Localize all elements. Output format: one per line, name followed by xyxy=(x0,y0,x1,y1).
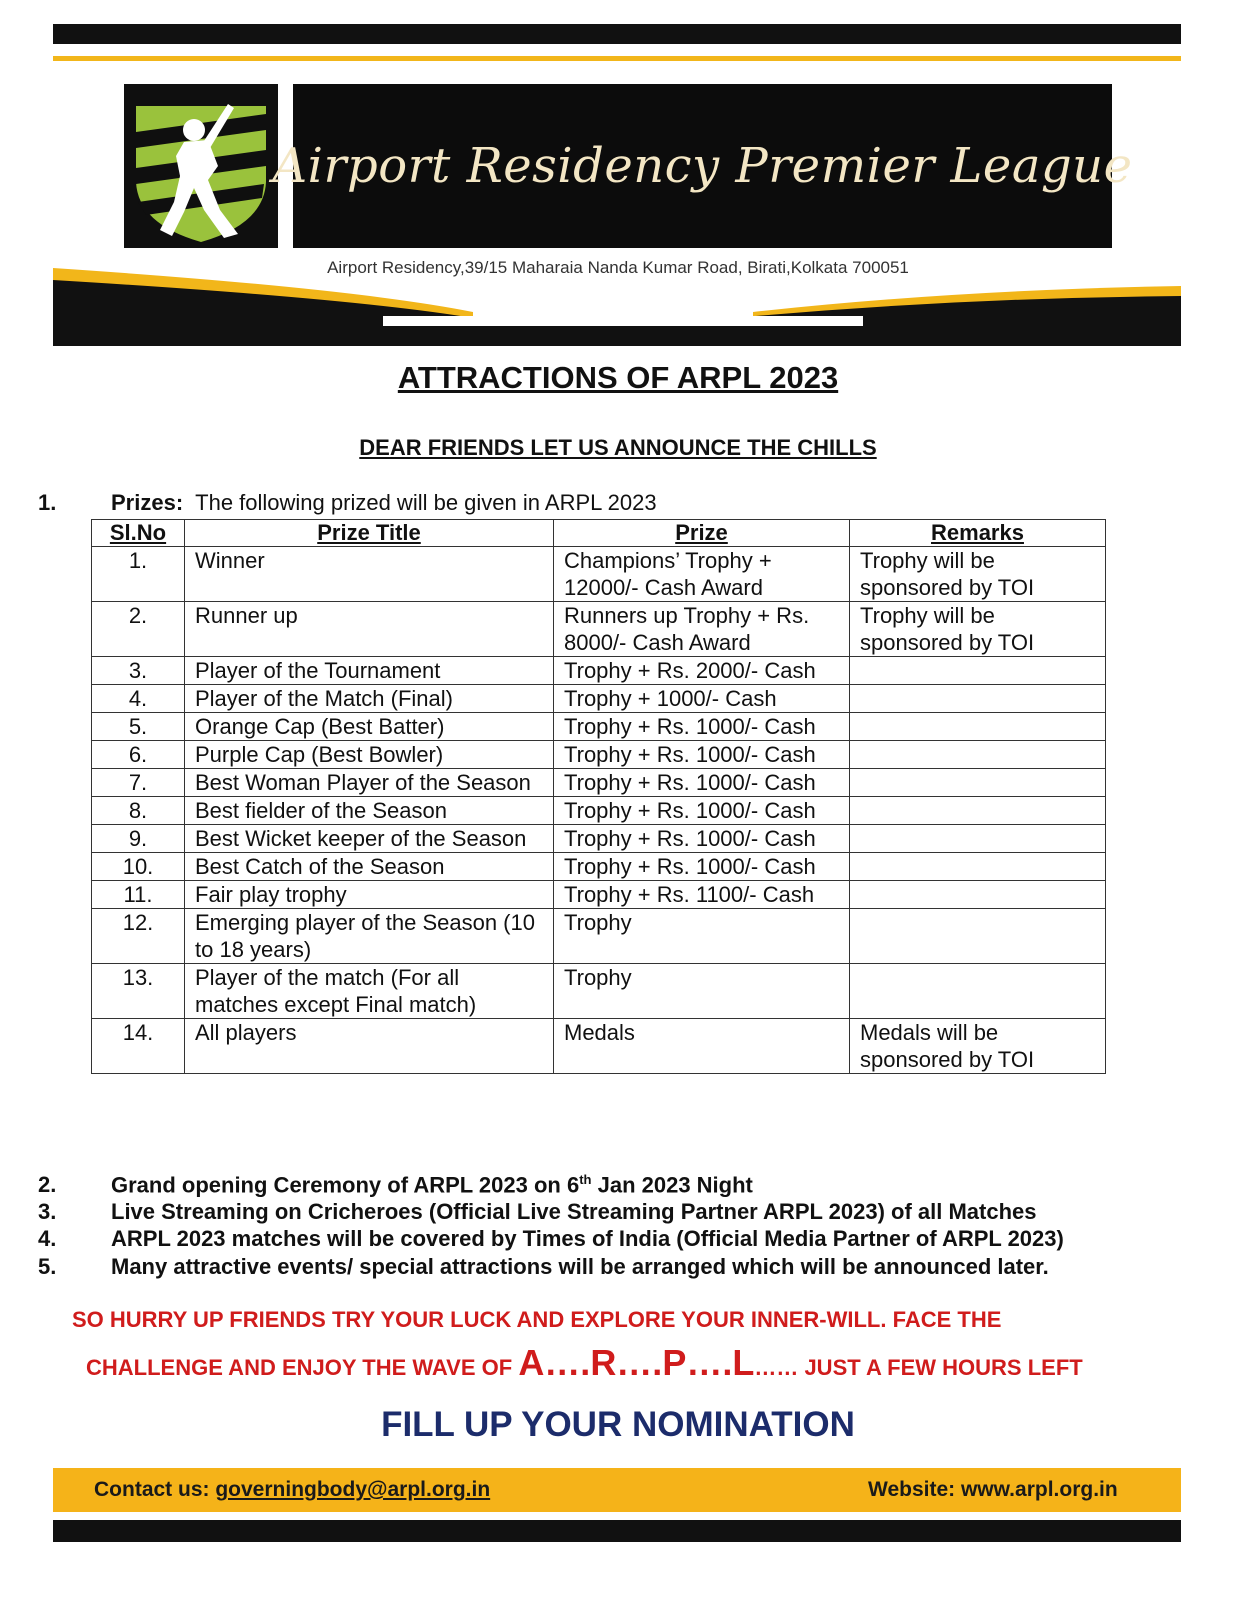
sl-cell: 10. xyxy=(92,853,185,881)
hurry-message-line2 xyxy=(86,1342,1083,1384)
prize-table xyxy=(91,519,1106,1074)
list-item-opening-ceremony xyxy=(111,1172,753,1198)
prize-cell: Trophy + Rs. 1000/- Cash xyxy=(554,713,850,741)
sl-cell: 12. xyxy=(92,909,185,964)
list-number: 3. xyxy=(38,1199,57,1224)
hurry-message-line1: SO HURRY UP FRIENDS TRY YOUR LUCK AND EXPLORE YOUR INNER-WILL. FACE THE xyxy=(72,1307,1002,1332)
list-number: 2. xyxy=(38,1172,57,1197)
prize-title-cell: All players xyxy=(185,1019,554,1074)
header-swoosh-decoration xyxy=(53,268,1181,346)
column-header-slno: Sl.No xyxy=(92,520,185,547)
remarks-cell xyxy=(850,797,1106,825)
prize-cell: Runners up Trophy + Rs. 8000/- Cash Award xyxy=(554,602,850,657)
table-row xyxy=(92,853,1106,881)
sl-cell: 8. xyxy=(92,797,185,825)
sl-cell: 3. xyxy=(92,657,185,685)
sl-cell: 2. xyxy=(92,602,185,657)
remarks-cell xyxy=(850,964,1106,1019)
prizes-intro xyxy=(111,490,657,516)
prize-cell: Trophy + Rs. 1000/- Cash xyxy=(554,741,850,769)
table-row xyxy=(92,964,1106,1019)
cricket-batsman-icon xyxy=(124,84,278,248)
remarks-cell: Trophy will be sponsored by TOI xyxy=(850,547,1106,602)
table-row xyxy=(92,602,1106,657)
table-row xyxy=(92,1019,1106,1074)
table-row xyxy=(92,685,1106,713)
table-row xyxy=(92,797,1106,825)
prize-title-cell: Best Wicket keeper of the Season xyxy=(185,825,554,853)
table-row xyxy=(92,825,1106,853)
table-row xyxy=(92,909,1106,964)
prize-cell: Medals xyxy=(554,1019,850,1074)
contact-info xyxy=(94,1478,490,1502)
prize-cell: Trophy + Rs. 1000/- Cash xyxy=(554,853,850,881)
list-item-live-streaming: Live Streaming on Cricheroes (Official Live Streaming Partner ARPL 2023) of all Matches xyxy=(111,1199,1037,1224)
prize-title-cell: Best Woman Player of the Season xyxy=(185,769,554,797)
header-black-bar xyxy=(53,24,1181,44)
sl-cell: 11. xyxy=(92,881,185,909)
prize-title-cell: Orange Cap (Best Batter) xyxy=(185,713,554,741)
prize-cell: Trophy + Rs. 1000/- Cash xyxy=(554,825,850,853)
sl-cell: 6. xyxy=(92,741,185,769)
sl-cell: 7. xyxy=(92,769,185,797)
prize-title-cell: Winner xyxy=(185,547,554,602)
remarks-cell xyxy=(850,713,1106,741)
sl-cell: 13. xyxy=(92,964,185,1019)
table-row xyxy=(92,713,1106,741)
sl-cell: 4. xyxy=(92,685,185,713)
remarks-cell xyxy=(850,685,1106,713)
remarks-cell xyxy=(850,909,1106,964)
page-subtitle: DEAR FRIENDS LET US ANNOUNCE THE CHILLS xyxy=(359,435,877,460)
table-header-row xyxy=(92,520,1106,547)
prize-cell: Trophy + Rs. 1000/- Cash xyxy=(554,797,850,825)
website-info: Website: www.arpl.org.in xyxy=(868,1478,1118,1501)
column-header-prize: Prize xyxy=(554,520,850,547)
contact-email-link[interactable]: governingbody@arpl.org.in xyxy=(215,1478,491,1501)
remarks-cell xyxy=(850,741,1106,769)
prize-title-cell: Runner up xyxy=(185,602,554,657)
column-header-prize-title: Prize Title xyxy=(185,520,554,547)
prizes-label: Prizes: xyxy=(111,490,184,515)
sl-cell: 5. xyxy=(92,713,185,741)
table-row xyxy=(92,741,1106,769)
prize-title-cell: Best Catch of the Season xyxy=(185,853,554,881)
page-title: ATTRACTIONS OF ARPL 2023 xyxy=(397,360,839,395)
remarks-cell: Trophy will be sponsored by TOI xyxy=(850,602,1106,657)
hurry-message-pre: CHALLENGE AND ENJOY THE WAVE OF xyxy=(86,1355,519,1380)
league-title-banner xyxy=(272,84,1133,248)
prize-title-cell: Player of the Match (Final) xyxy=(185,685,554,713)
table-row xyxy=(92,547,1106,602)
prize-title-cell: Purple Cap (Best Bowler) xyxy=(185,741,554,769)
prize-cell: Trophy + Rs. 1000/- Cash xyxy=(554,769,850,797)
table-row xyxy=(92,881,1106,909)
opening-ceremony-date: Jan 2023 Night xyxy=(591,1172,753,1198)
list-number: 5. xyxy=(38,1254,57,1279)
nomination-call-to-action: FILL UP YOUR NOMINATION xyxy=(381,1405,855,1444)
list-item-special-events: Many attractive events/ special attractions will be arranged which will be announced later. xyxy=(111,1254,1049,1279)
prize-cell: Trophy xyxy=(554,909,850,964)
hurry-message-post: …… JUST A FEW HOURS LEFT xyxy=(754,1355,1083,1380)
column-header-remarks: Remarks xyxy=(850,520,1106,547)
prize-cell: Trophy + Rs. 2000/- Cash xyxy=(554,657,850,685)
remarks-cell: Medals will be sponsored by TOI xyxy=(850,1019,1106,1074)
contact-label: Contact us: xyxy=(94,1478,210,1501)
remarks-cell xyxy=(850,825,1106,853)
table-row xyxy=(92,769,1106,797)
league-address: Airport Residency,39/15 Maharaia Nanda Kumar Road, Birati,Kolkata 700051 xyxy=(327,258,909,277)
opening-ceremony-text: Grand opening Ceremony of ARPL 2023 on 6 xyxy=(111,1172,580,1198)
list-number: 4. xyxy=(38,1226,57,1251)
prize-cell: Trophy xyxy=(554,964,850,1019)
arpl-highlight: A….R….P….L xyxy=(518,1342,755,1383)
list-item-media-coverage: ARPL 2023 matches will be covered by Times of India (Official Media Partner of ARPL 2023) xyxy=(111,1226,1064,1251)
prize-cell: Trophy + 1000/- Cash xyxy=(554,685,850,713)
sl-cell: 14. xyxy=(92,1019,185,1074)
remarks-cell xyxy=(850,881,1106,909)
sl-cell: 1. xyxy=(92,547,185,602)
league-title: Airport Residency Premier League xyxy=(272,138,1133,194)
table-row xyxy=(92,657,1106,685)
remarks-cell xyxy=(850,657,1106,685)
remarks-cell xyxy=(850,853,1106,881)
prize-cell: Trophy + Rs. 1100/- Cash xyxy=(554,881,850,909)
footer-black-bar xyxy=(53,1520,1181,1542)
prizes-intro-text: The following prized will be given in ARPL 2023 xyxy=(195,490,657,515)
prize-title-cell: Player of the Tournament xyxy=(185,657,554,685)
prize-title-cell: Best fielder of the Season xyxy=(185,797,554,825)
prize-title-cell: Player of the match (For all matches except Final match) xyxy=(185,964,554,1019)
ordinal-suffix: th xyxy=(579,1172,592,1187)
prize-cell: Champions’ Trophy + 12000/- Cash Award xyxy=(554,547,850,602)
sl-cell: 9. xyxy=(92,825,185,853)
prize-title-cell: Fair play trophy xyxy=(185,881,554,909)
list-number: 1. xyxy=(38,490,57,515)
remarks-cell xyxy=(850,769,1106,797)
prize-title-cell: Emerging player of the Season (10 to 18 years) xyxy=(185,909,554,964)
header-yellow-stripe xyxy=(53,56,1181,61)
